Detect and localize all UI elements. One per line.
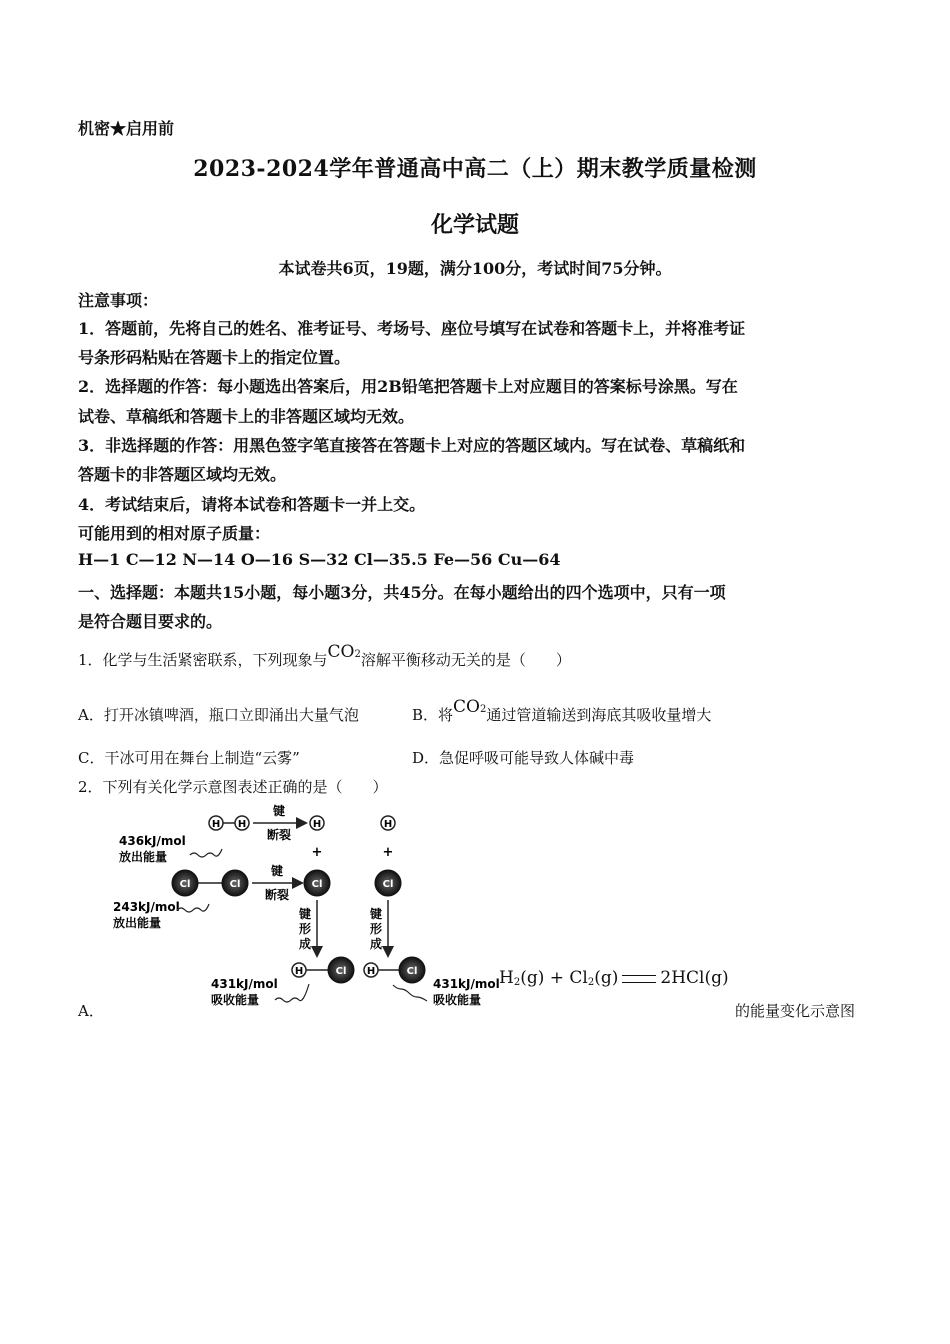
q2-option-a-suffix: 的能量变化示意图 <box>735 1002 856 1020</box>
atomic-mass-heading: 可能用到的相对原子质量： <box>78 524 271 543</box>
h-atom-label: H <box>383 819 393 830</box>
q1-co2-formula: CO2 <box>327 642 361 662</box>
energy-hcl-absorb-2: 吸收能量 <box>433 993 482 1007</box>
q1-option-c: C．干冰可用在舞台上制造“云雾” <box>78 749 300 767</box>
subject-title: 化学试题 <box>430 212 519 238</box>
cl2-molecule <box>172 870 248 896</box>
h-atom-label: H <box>312 819 322 830</box>
wave-line <box>393 985 427 1001</box>
equals-sign <box>622 975 656 983</box>
q2-stem: 2．下列有关化学示意图表述正确的是（ ） <box>78 778 388 796</box>
cl-atom-label: Cl <box>335 966 347 977</box>
notice-item1-line1: 1．答题前，先将自己的姓名、准考证号、考场号、座位号填写在试卷和答题卡上，并将准考证 <box>78 319 746 338</box>
energy-hcl-value-2: 431kJ/mol <box>433 977 500 991</box>
hcl-molecule <box>364 957 425 983</box>
section1-line1: 一、选择题：本题共15小题，每小题3分，共45分。在每小题给出的四个选项中，只有一项 <box>78 583 726 602</box>
notice-item3-line2: 答题卡的非答题区域均无效。 <box>78 465 287 484</box>
plus-sign: + <box>382 845 394 860</box>
form-label-2: 形 <box>298 922 312 936</box>
plus-sign: + <box>311 845 323 860</box>
q1-option-d: D．急促呼吸可能导致人体碱中毒 <box>412 749 635 767</box>
q1-stem: 1．化学与生活紧密联系，下列现象与CO2溶解平衡移动无关的是（ ） <box>78 642 571 669</box>
notice-item3-line1: 3．非选择题的作答：用黑色签字笔直接答在答题卡上对应的答题区域内。写在试卷、草稿纸和 <box>78 436 746 455</box>
cl-atom-label: Cl <box>311 879 323 890</box>
break-label: 断裂 <box>264 888 290 902</box>
cl-atom-label: Cl <box>382 879 394 890</box>
energy-hcl-value-1: 431kJ/mol <box>211 977 278 991</box>
exam-info: 本试卷共6页，19题，满分100分，考试时间75分钟。 <box>278 259 672 278</box>
form-label-1: 键 <box>369 907 383 921</box>
form-label-3: 成 <box>298 937 312 951</box>
energy-hcl-absorb-1: 吸收能量 <box>211 993 260 1007</box>
energy-cl2-value: 243kJ/mol <box>113 900 180 914</box>
notice-heading: 注意事项： <box>78 291 159 310</box>
h-atom-label: H <box>211 819 221 830</box>
wave-line <box>177 904 209 912</box>
section1-line2: 是符合题目要求的。 <box>78 612 223 631</box>
confidential-label: 机密★启用前 <box>78 119 175 138</box>
atomic-mass-values: H—1 C—12 N—14 O—16 S—32 Cl—35.5 Fe—56 Cu—64 <box>78 550 561 569</box>
q1-option-a: A．打开冰镇啤酒，瓶口立即涌出大量气泡 <box>78 706 359 724</box>
form-label-1: 键 <box>298 907 312 921</box>
wave-line <box>190 849 222 857</box>
q1-option-b: B．将CO2通过管道输送到海底其吸收量增大 <box>412 697 712 724</box>
h-atom-label: H <box>237 819 247 830</box>
energy-h2-value: 436kJ/mol <box>119 834 186 848</box>
energy-cl2-release: 放出能量 <box>113 916 162 930</box>
break-label: 断裂 <box>266 828 292 842</box>
q1-b-co2-formula: CO2 <box>453 697 487 717</box>
exam-title: 2023-2024学年普通高中高二（上）期末教学质量检测 <box>193 156 757 182</box>
notice-item2-line1: 2．选择题的作答：每小题选出答案后，用2B铅笔把答题卡上对应题目的答案标号涂黑。写在 <box>78 377 738 396</box>
cl-atom-label: Cl <box>229 879 241 890</box>
h-atom-label: H <box>366 966 376 977</box>
notice-item2-line2: 试卷、草稿纸和答题卡上的非答题区域均无效。 <box>78 407 415 426</box>
notice-item4: 4．考试结束后，请将本试卷和答题卡一并上交。 <box>78 495 426 514</box>
bond-label: 键 <box>272 804 286 818</box>
bond-label: 键 <box>270 864 284 878</box>
q2-option-a-label: A． <box>78 1002 104 1020</box>
form-label-3: 成 <box>369 937 383 951</box>
h-atom-label: H <box>294 966 304 977</box>
wave-line <box>275 984 309 1002</box>
notice-item1-line2: 号条形码粘贴在答题卡上的指定位置。 <box>78 348 351 367</box>
energy-h2-release: 放出能量 <box>119 850 168 864</box>
cl-atom-label: Cl <box>179 879 191 890</box>
form-label-2: 形 <box>369 922 383 936</box>
cl-atom-label: Cl <box>406 966 418 977</box>
q2-equation: $H_2(g) + Cl_2(g)$ 2HCl(g) <box>499 968 729 988</box>
h2-molecule <box>209 816 249 830</box>
hcl-molecule <box>292 957 354 983</box>
bond-energy-diagram <box>105 800 505 1015</box>
